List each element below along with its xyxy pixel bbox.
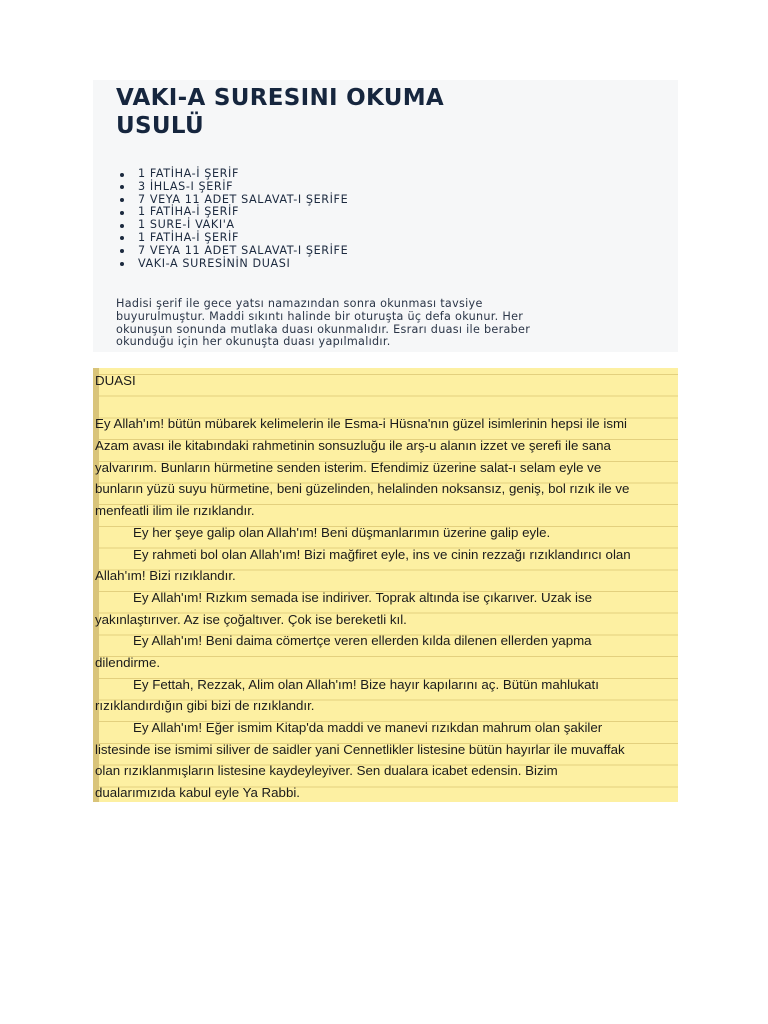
dua-line: yakınlaştırıver. Az ise çoğaltıver. Çok ise bereketli kıl. (95, 611, 407, 627)
list-item: 1 SURE-İ VAKI'A (118, 219, 348, 232)
intro-paragraph (116, 298, 656, 349)
dua-line: Allah'ım! Bizi rızıklandır. (95, 568, 236, 584)
dua-line: Ey her şeye galip olan Allah'ım! Beni düşmanlarımın üzerine galip eyle. (133, 524, 551, 540)
list-item: 3 İHLAS-I ŞERİF (118, 181, 348, 194)
intro-line: buyurulmuştur. Maddi sıkıntı halinde bir oturuşta üç defa okunur. Her (116, 309, 524, 323)
page-title (116, 84, 636, 140)
dua-line: yalvarırım. Bunların hürmetine senden isterim. Efendimiz üzerine salat-ı selam eyle ve (95, 459, 602, 475)
dua-text (95, 370, 675, 804)
dua-line: Ey rahmeti bol olan Allah'ım! Bizi mağfiret eyle, ins ve cinin rezzağı rızıklandırıcı olan (133, 546, 631, 562)
list-item: 1 FATİHA-İ ŞERİF (118, 168, 348, 181)
dua-line: menfeatli ilim ile rızıklandır. (95, 503, 255, 519)
list-item: 7 VEYA 11 ADET SALAVAT-I ŞERİFE (118, 245, 348, 258)
dua-line: rızıklandırdığın gibi bizi de rızıklandır. (95, 698, 315, 714)
title-line-1: VAKI-A SURESINI OKUMA (116, 85, 445, 111)
dua-line: Ey Allah'ım! Rızkım semada ise indiriver. Toprak altında ise çıkarıver. Uzak ise (133, 589, 592, 605)
dua-line: Ey Allah'ım! Eğer ismim Kitap'da maddi ve manevi rızıkdan mahrum olan şakiler (133, 720, 603, 735)
dua-line: bunların yüzü suyu hürmetine, beni güzelinden, helalinden noksansız, geniş, bol rızık ile ve (95, 481, 630, 497)
intro-line: Hadisi şerif ile gece yatsı namazından sonra okunması tavsiye (116, 297, 483, 310)
intro-line: okunduğu için her okunuşta duası yapılmalıdır. (116, 335, 391, 349)
list-item: 1 FATİHA-İ ŞERİF (118, 232, 348, 245)
list-item: VAKI-A SURESİNİN DUASI (118, 258, 348, 271)
dua-heading: DUASI (95, 373, 136, 388)
dua-line: olan rızıklanmışların listesine kaydeyleyiver. Sen dualara icabet edensin. Bizim (95, 763, 558, 779)
dua-line: Ey Fettah, Rezzak, Alim olan Allah'ım! Bize hayır kapılarını aç. Bütün mahlukatı (133, 676, 599, 692)
dua-line: Azam avası ile kitabındaki rahmetinin sonsuzluğu ile arş-u alanın izzet ve şerefi ile sana (95, 438, 611, 454)
list-item: 1 FATİHA-İ ŞERİF (118, 206, 348, 219)
blank-line (95, 392, 675, 414)
list-item: 7 VEYA 11 ADET SALAVAT-I ŞERİFE (118, 194, 348, 207)
steps-list (118, 168, 348, 270)
intro-line: okunuşun sonunda mutlaka duası okunmalıdır. Esrarı duası ile beraber (116, 322, 531, 336)
dua-line: dilendirme. (95, 654, 161, 670)
dua-line: Ey Allah'ım! bütün mübarek kelimelerin ile Esma-i Hüsna'nın güzel isimlerinin hepsi ile ismi (95, 416, 627, 432)
dua-line: listesinde ise ismimi siliver de saidler yani Cennetlikler listesine bütün hayırlar ile muvaffak (95, 741, 625, 757)
dua-line: dualarımızıda kabul eyle Ya Rabbi. (95, 785, 300, 801)
dua-line: Ey Allah'ım! Beni daima cömertçe veren ellerden kılda dilenen ellerden yapma (133, 633, 592, 649)
title-line-2: USULÜ (116, 113, 204, 139)
